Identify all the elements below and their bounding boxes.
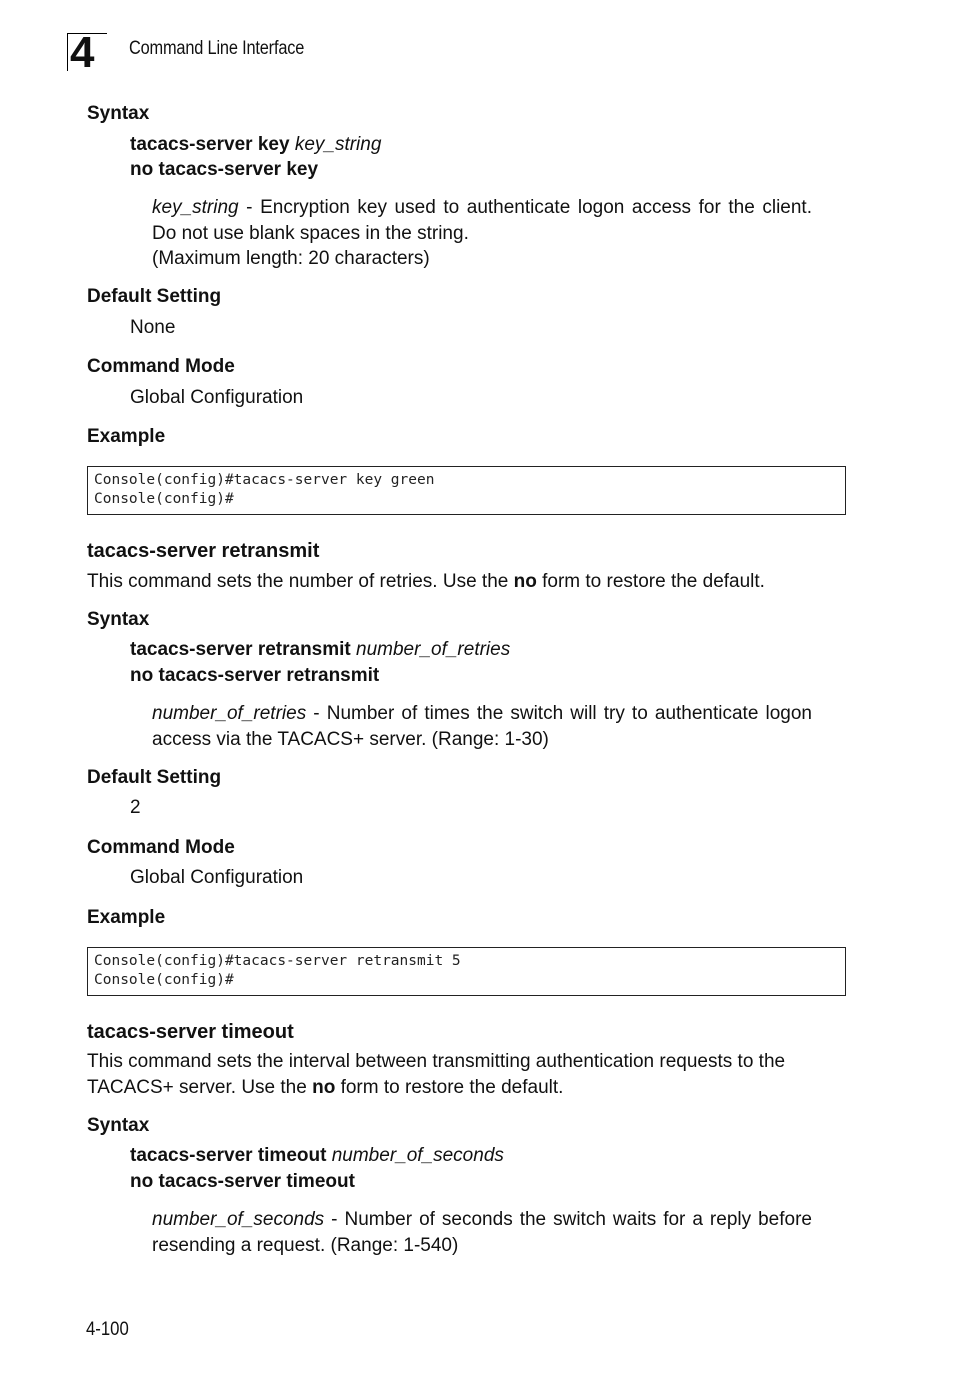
command-mode-value: Global Configuration (130, 387, 304, 408)
syntax-no-command: no tacacs-server timeout (130, 1171, 355, 1192)
syntax-heading: Syntax (87, 609, 150, 630)
section-title: tacacs-server retransmit (87, 540, 320, 562)
section-title: tacacs-server timeout (87, 1021, 294, 1043)
syntax-heading: Syntax (87, 103, 150, 124)
parameter-description: number_of_seconds - Number of seconds the switch waits for a reply before resending a request. (Range: 1-540) (152, 1209, 812, 1256)
code-line: Console(config)# (94, 491, 234, 507)
syntax-command: tacacs-server timeout number_of_seconds (130, 1145, 504, 1166)
parameter-description: key_string - Encryption key used to authenticate logon access for the client. Do not use blank spaces in the string. (Maximum length: 20 characters) (152, 197, 812, 269)
parameter-description: number_of_retries - Number of times the switch will try to authenticate logon access via the TACACS+ server. (Range: 1-30) (152, 703, 812, 750)
syntax-no-command: no tacacs-server key (130, 159, 319, 180)
command-mode-heading: Command Mode (87, 837, 235, 858)
chapter-title: Command Line Interface (129, 38, 305, 59)
default-setting-value: 2 (130, 797, 141, 818)
default-setting-heading: Default Setting (87, 286, 222, 307)
syntax-command: tacacs-server key key_string (130, 134, 382, 155)
example-code-block (87, 466, 846, 515)
code-line: Console(config)# (94, 972, 234, 988)
chapter-number: 4 (67, 33, 107, 71)
syntax-command: tacacs-server retransmit number_of_retries (130, 639, 511, 660)
syntax-no-command: no tacacs-server retransmit (130, 665, 380, 686)
code-line: Console(config)#tacacs-server retransmit 5 (94, 953, 461, 969)
example-heading: Example (87, 426, 166, 447)
default-setting-value: None (130, 317, 176, 338)
default-setting-heading: Default Setting (87, 767, 222, 788)
example-code-block (87, 947, 846, 996)
command-mode-value: Global Configuration (130, 867, 304, 888)
page-number: 4-100 (86, 1319, 129, 1340)
section-intro: This command sets the interval between transmitting authentication requests to the TACACS+ server. Use the no form to restore the default. (87, 1051, 786, 1098)
code-line: Console(config)#tacacs-server key green (94, 472, 435, 488)
example-heading: Example (87, 907, 166, 928)
syntax-heading: Syntax (87, 1115, 150, 1136)
section-intro: This command sets the number of retries. Use the no form to restore the default. (87, 571, 765, 592)
command-mode-heading: Command Mode (87, 356, 235, 377)
